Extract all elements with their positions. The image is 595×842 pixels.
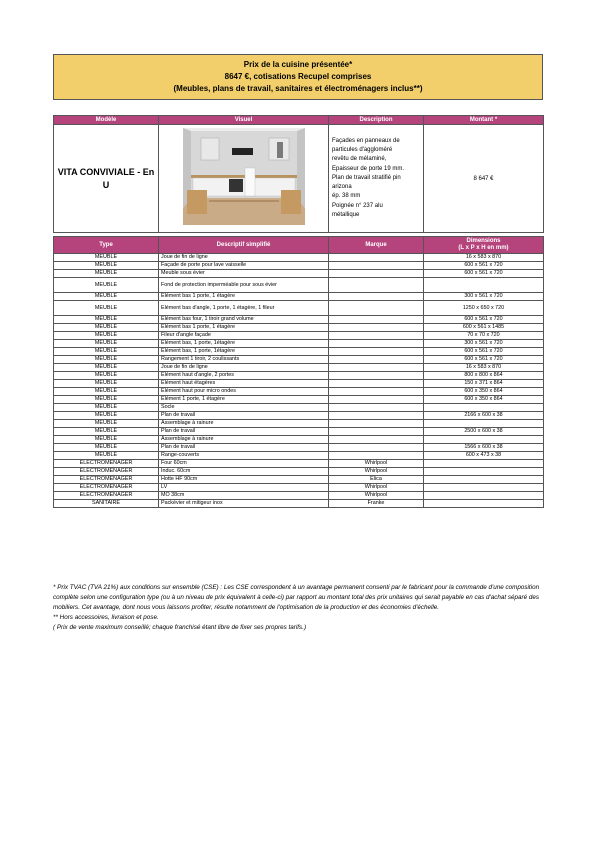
item-type: MEUBLE: [54, 364, 159, 372]
item-dimensions: 600 x 561 x 1485: [424, 324, 544, 332]
model-row: [54, 125, 544, 233]
footnote-exclusions: ** Hors accessoires, livraison et pose.: [53, 614, 159, 621]
item-dimensions: [424, 436, 544, 444]
table-row: [54, 324, 544, 332]
header-dimensions: [424, 237, 544, 254]
item-description: Elément bas, 1 porte, 1étagère: [159, 348, 329, 356]
item-dimensions: [424, 420, 544, 428]
items-body: [54, 254, 544, 508]
item-dimensions: 600 x 561 x 720: [424, 356, 544, 364]
table-row: [54, 420, 544, 428]
kitchen-visual: [159, 125, 329, 233]
item-type: ELECTROMENAGER: [54, 484, 159, 492]
item-brand: [329, 396, 424, 404]
item-dimensions: 2500 x 600 x 38: [424, 428, 544, 436]
header-description: Description: [329, 116, 424, 125]
price-summary-box: [53, 54, 543, 100]
item-brand: [329, 340, 424, 348]
item-description: Elément bas, 1 porte, 1étagère: [159, 340, 329, 348]
item-description: Elément bas 1 porte, 1 étagère: [159, 324, 329, 332]
item-dimensions: 600 x 561 x 720: [424, 348, 544, 356]
table-row: [54, 500, 544, 508]
item-type: ELECTROMENAGER: [54, 476, 159, 484]
description-line: Epaisseur de porte 19 mm.: [332, 165, 405, 172]
item-description: MO 38cm: [159, 492, 329, 500]
item-brand: [329, 380, 424, 388]
description-line: Façades en panneaux de: [332, 137, 400, 144]
table-row: [54, 293, 544, 301]
table-row: [54, 444, 544, 452]
item-dimensions: 600 x 350 x 864: [424, 396, 544, 404]
description-line: métallique: [332, 212, 360, 219]
item-dimensions: 600 x 561 x 720: [424, 262, 544, 270]
item-description: Joue de fin de ligne: [159, 364, 329, 372]
item-brand: [329, 428, 424, 436]
item-dimensions: 16 x 583 x 870: [424, 364, 544, 372]
header-dimensions-title: Dimensions: [466, 238, 501, 244]
item-description: Fileur d'angle façade: [159, 332, 329, 340]
table-row: [54, 316, 544, 324]
table-row: [54, 492, 544, 500]
item-dimensions: [424, 484, 544, 492]
item-description: Elément bas four, 1 tiroir grand volume: [159, 316, 329, 324]
item-brand: [329, 278, 424, 293]
item-description: Plan de travail: [159, 412, 329, 420]
item-dimensions: [424, 500, 544, 508]
item-brand: [329, 356, 424, 364]
description-line: ép. 38 mm: [332, 193, 361, 200]
item-brand: [329, 420, 424, 428]
table-row: [54, 412, 544, 420]
item-dimensions: 1250 x 650 x 720: [424, 301, 544, 316]
table-row: [54, 278, 544, 293]
description-line: revêtu de mélaminé,: [332, 156, 387, 163]
table-row: [54, 396, 544, 404]
item-description: Meuble sous évier: [159, 270, 329, 278]
item-type: MEUBLE: [54, 420, 159, 428]
item-type: SANITAIRE: [54, 500, 159, 508]
item-brand: [329, 364, 424, 372]
header-visual: Visuel: [159, 116, 329, 125]
footnote-price-advice: ( Prix de vente maximum conseillé; chaque franchisé étant libre de fixer ses propres tarifs.): [53, 624, 307, 631]
kitchen-render-image: [183, 128, 305, 225]
price-amount: 8647 €, cotisations Recupel comprises: [224, 72, 372, 81]
item-description: Induc. 60cm: [159, 468, 329, 476]
footnote-cse: * Prix TVAC (TVA 21%) aux conditions sur ensemble (CSE) : Les CSE correspondent à un avantage permanent consenti par le fabricant pour la commande d'une composition complète selon une configuration type (ou à un niveau de prix équivalent à celle-ci) par rapport au montant total des prix unitaires qui serait payable en cas d'achat séparé des mobiliers. Cet avantage, dont nous vous laissons profiter, résulte notamment de l'optimisation de la production et des économies d'échelle.: [53, 584, 540, 611]
item-brand: [329, 436, 424, 444]
item-type: MEUBLE: [54, 301, 159, 316]
item-brand: [329, 254, 424, 262]
table-row: [54, 270, 544, 278]
items-table: [53, 236, 544, 508]
item-brand: [329, 316, 424, 324]
items-table-header: [54, 237, 544, 254]
item-dimensions: [424, 476, 544, 484]
item-dimensions: 600 x 561 x 720: [424, 270, 544, 278]
table-row: [54, 404, 544, 412]
table-row: [54, 356, 544, 364]
item-type: MEUBLE: [54, 254, 159, 262]
item-dimensions: 600 x 561 x 720: [424, 316, 544, 324]
table-row: [54, 262, 544, 270]
item-dimensions: 600 x 473 x 38: [424, 452, 544, 460]
item-dimensions: 1566 x 600 x 38: [424, 444, 544, 452]
item-brand: Whirlpool: [329, 492, 424, 500]
item-description: Rangement 1 tiroir, 2 coulissants: [159, 356, 329, 364]
item-type: MEUBLE: [54, 436, 159, 444]
item-dimensions: [424, 468, 544, 476]
header-desc: Descriptif simplifié: [159, 237, 329, 254]
model-amount: 8 647 €: [424, 125, 544, 233]
item-brand: [329, 444, 424, 452]
item-dimensions: 2166 x 600 x 38: [424, 412, 544, 420]
item-description: Elément bas d'angle, 1 porte, 1 étagère, 1 fileur: [159, 301, 329, 316]
item-type: MEUBLE: [54, 316, 159, 324]
item-type: ELECTROMENAGER: [54, 468, 159, 476]
item-type: MEUBLE: [54, 356, 159, 364]
item-type: MEUBLE: [54, 396, 159, 404]
item-description: Joue de fin de ligne: [159, 254, 329, 262]
table-row: [54, 364, 544, 372]
item-description: Assemblage à rainure: [159, 420, 329, 428]
header-dimensions-unit: (L x P x H en mm): [458, 245, 509, 251]
description-line: arizona: [332, 184, 352, 191]
item-brand: Franke: [329, 500, 424, 508]
item-brand: [329, 388, 424, 396]
table-row: [54, 476, 544, 484]
item-description: Fond de protection imperméable pour sous évier: [159, 278, 329, 293]
item-description: Hotte HF 90cm: [159, 476, 329, 484]
item-type: MEUBLE: [54, 293, 159, 301]
table-row: [54, 436, 544, 444]
table-row: [54, 388, 544, 396]
item-description: Assemblage à rainure: [159, 436, 329, 444]
item-dimensions: 600 x 350 x 864: [424, 388, 544, 396]
header-amount: Montant *: [424, 116, 544, 125]
item-type: MEUBLE: [54, 444, 159, 452]
item-description: Socle: [159, 404, 329, 412]
item-brand: [329, 293, 424, 301]
item-brand: [329, 301, 424, 316]
item-brand: [329, 332, 424, 340]
table-row: [54, 428, 544, 436]
description-line: particules d'aggloméré: [332, 146, 393, 153]
item-brand: Elica: [329, 476, 424, 484]
item-brand: [329, 270, 424, 278]
item-brand: [329, 348, 424, 356]
table-row: [54, 452, 544, 460]
item-brand: [329, 324, 424, 332]
item-description: Elément bas 1 porte, 1 étagère: [159, 293, 329, 301]
item-brand: [329, 262, 424, 270]
item-description: Elément 1 porte, 1 étagère: [159, 396, 329, 404]
header-type: Type: [54, 237, 159, 254]
item-type: MEUBLE: [54, 324, 159, 332]
table-row: [54, 380, 544, 388]
item-type: MEUBLE: [54, 262, 159, 270]
item-brand: [329, 404, 424, 412]
item-type: ELECTROMENAGER: [54, 460, 159, 468]
item-description: Façade de porte pour lave vaisselle: [159, 262, 329, 270]
description-line: Plan de travail stratifié pin: [332, 174, 401, 181]
item-dimensions: 150 x 371 x 864: [424, 380, 544, 388]
item-type: MEUBLE: [54, 348, 159, 356]
table-row: [54, 348, 544, 356]
item-description: Plan de travail: [159, 444, 329, 452]
item-type: MEUBLE: [54, 452, 159, 460]
table-row: [54, 484, 544, 492]
item-type: MEUBLE: [54, 332, 159, 340]
item-dimensions: 800 x 800 x 864: [424, 372, 544, 380]
item-description: Range-couverts: [159, 452, 329, 460]
item-type: MEUBLE: [54, 428, 159, 436]
item-description: Four 60cm: [159, 460, 329, 468]
model-description: [329, 125, 424, 233]
table-row: [54, 468, 544, 476]
model-table: [53, 115, 544, 233]
item-description: Elément haut pour micro ondes: [159, 388, 329, 396]
model-table-header: [54, 116, 544, 125]
header-brand: Marque: [329, 237, 424, 254]
item-dimensions: [424, 404, 544, 412]
item-dimensions: [424, 460, 544, 468]
item-brand: Whirlpool: [329, 468, 424, 476]
item-description: Elément haut d'angle, 2 portes: [159, 372, 329, 380]
table-row: [54, 372, 544, 380]
footnotes: [53, 583, 543, 633]
item-type: MEUBLE: [54, 404, 159, 412]
item-type: ELECTROMENAGER: [54, 492, 159, 500]
item-brand: [329, 452, 424, 460]
model-name: VITA CONVIVIALE - En U: [54, 125, 159, 233]
item-description: LV: [159, 484, 329, 492]
header-model: Modèle: [54, 116, 159, 125]
item-brand: Whirlpool: [329, 460, 424, 468]
item-type: MEUBLE: [54, 388, 159, 396]
price-inclusions: (Meubles, plans de travail, sanitaires et électroménagers inclus**): [173, 84, 423, 93]
item-description: Plan de travail: [159, 428, 329, 436]
item-type: MEUBLE: [54, 412, 159, 420]
item-dimensions: 16 x 583 x 870: [424, 254, 544, 262]
table-row: [54, 460, 544, 468]
item-description: Elément haut étagères: [159, 380, 329, 388]
item-brand: Whirlpool: [329, 484, 424, 492]
table-row: [54, 254, 544, 262]
item-type: MEUBLE: [54, 278, 159, 293]
table-row: [54, 340, 544, 348]
price-title: Prix de la cuisine présentée*: [243, 60, 353, 69]
item-type: MEUBLE: [54, 380, 159, 388]
table-row: [54, 332, 544, 340]
item-type: MEUBLE: [54, 340, 159, 348]
item-type: MEUBLE: [54, 372, 159, 380]
item-description: Packévier et mitigeur inox: [159, 500, 329, 508]
description-line: Poignée n° 237 alu: [332, 202, 383, 209]
item-dimensions: [424, 492, 544, 500]
item-brand: [329, 412, 424, 420]
item-brand: [329, 372, 424, 380]
item-type: MEUBLE: [54, 270, 159, 278]
item-dimensions: 300 x 561 x 720: [424, 340, 544, 348]
item-dimensions: 300 x 561 x 720: [424, 293, 544, 301]
item-dimensions: [424, 278, 544, 293]
table-row: [54, 301, 544, 316]
item-dimensions: 70 x 70 x 720: [424, 332, 544, 340]
